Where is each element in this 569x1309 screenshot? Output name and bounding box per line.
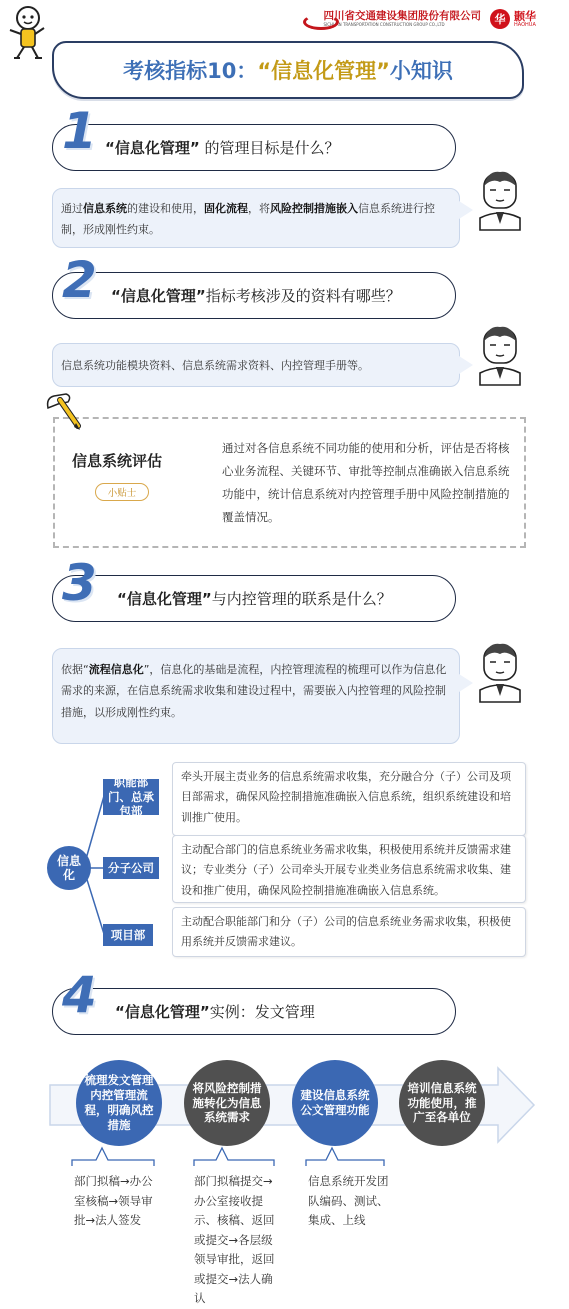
answer-1-bold: 信息系统	[83, 202, 127, 215]
process-step-label: 将风险控制措施转化为信息系统需求	[192, 1080, 262, 1125]
org-desc-text: 主动配合部门的信息系统业务需求收集，积极使用系统并反馈需求建议；专业类分（子）公司牵头开展专业类业务信息系统需求收集、建设和推广使用，确保风险控制措施准确嵌入信息系统。	[181, 843, 511, 897]
mascot-pencil-icon	[4, 4, 48, 62]
page-title	[52, 41, 524, 99]
org-desc-text: 牵头开展主责业务的信息系统需求收集，充分融合分（子）公司及项目部需求，确保风险控制措施准确嵌入信息系统，组织系统建设和培训推广使用。	[181, 770, 511, 824]
company-name-en: SICHUAN TRANSPORTATION CONSTRUCTION GROUP CO.,LTD	[323, 22, 445, 28]
brand-name-cn: 颢华	[514, 9, 536, 23]
org-label-project-dept	[103, 924, 153, 946]
tip-title: 信息系统评估	[72, 452, 163, 470]
title-highlight: “信息化管理”	[257, 59, 390, 83]
question-2-number: 2	[62, 251, 97, 309]
org-hub	[47, 846, 91, 890]
brand-badge-icon: 华	[490, 9, 510, 29]
answer-1-text: 信息系统进行控制，形成刚性约束。	[61, 202, 435, 237]
process-note-2: 部门拟稿提交→办公室接收提示、核稿、返回或提交→各层级领导审批，返回或提交→法人确认	[194, 1174, 275, 1306]
org-label-subsidiaries	[103, 857, 159, 879]
answer-3-text: 依据“	[61, 663, 89, 676]
question-3-text: 与内控管理的联系是什么？	[211, 590, 392, 608]
org-hub-label: 信息化	[56, 853, 81, 882]
answer-3-tail	[459, 674, 473, 692]
answer-2-text: 信息系统功能模块资料、信息系统需求资料、内控管理手册等。	[61, 359, 369, 372]
advisor-avatar-icon	[474, 640, 526, 702]
question-2-box	[52, 272, 456, 319]
answer-1-tail	[459, 201, 473, 219]
brand-name-en: HAOHUA	[514, 21, 536, 28]
question-1-quoted: “信息化管理”	[105, 139, 200, 157]
question-3-box	[52, 575, 456, 622]
company-logo	[303, 8, 481, 30]
org-desc-project-dept	[172, 907, 526, 957]
org-label-text: 职能部门、总承包部	[108, 775, 154, 819]
org-desc-subsidiaries	[172, 835, 526, 903]
advisor-avatar-icon	[474, 168, 526, 230]
org-desc-departments	[172, 762, 526, 836]
company-logo-icon	[303, 12, 320, 26]
tip-badge: 小贴士	[95, 483, 149, 501]
answer-2-tail	[459, 356, 473, 374]
answer-3-box	[52, 648, 460, 744]
title-suffix: 小知识	[389, 59, 453, 83]
answer-3-text: ”，信息化的基础是流程，内控管理流程的梳理可以作为信息化需求的来源，在信息系统需求收集和建设过程中，需要嵌入内控管理的风险控制措施，以形成刚性约束。	[61, 663, 447, 719]
pencil-hand-icon	[44, 388, 84, 432]
answer-1-text: ，将	[248, 202, 270, 215]
process-step-label: 梳理发文管理内控管理流程，明确风控措施	[84, 1073, 154, 1132]
answer-1-bold: 固化流程	[204, 202, 248, 215]
question-4-text: 实例：发文管理	[209, 1003, 315, 1021]
process-step-label: 建设信息系统公文管理功能	[300, 1088, 370, 1117]
process-step-3	[292, 1060, 378, 1146]
answer-1-bold: 风险控制措施嵌入	[270, 202, 358, 215]
process-step-1	[76, 1060, 162, 1146]
brand-logo	[490, 7, 560, 31]
org-desc-text: 主动配合职能部门和分（子）公司的信息系统业务需求收集，积极使用系统并反馈需求建议。	[181, 915, 511, 949]
answer-1-box	[52, 188, 460, 248]
advisor-avatar-icon	[474, 323, 526, 385]
question-2-quoted: “信息化管理”	[111, 287, 206, 305]
process-note-1: 部门拟稿→办公室核稿→领导审批→法人签发	[74, 1174, 153, 1228]
process-step-label: 培训信息系统功能使用，推广至各单位	[407, 1080, 477, 1125]
tip-text: 通过对各信息系统不同功能的使用和分析，评估是否将核心业务流程、关键环节、审批等控制点准确嵌入信息系统功能中，统计信息系统对内控管理手册中风险控制措施的覆盖情况。	[222, 441, 510, 524]
question-3-number: 3	[62, 554, 97, 612]
org-label-text: 分子公司	[108, 860, 154, 875]
question-3-quoted: “信息化管理”	[117, 590, 212, 608]
process-note-3: 信息系统开发团队编码、测试、集成、上线	[308, 1174, 389, 1228]
process-step-4	[399, 1060, 485, 1146]
process-step-2	[184, 1060, 270, 1146]
title-prefix: 考核指标10：	[123, 59, 258, 83]
org-label-text: 项目部	[110, 927, 146, 942]
question-2-text: 指标考核涉及的资料有哪些？	[205, 287, 401, 305]
question-4-box	[52, 988, 456, 1035]
answer-2-box	[52, 343, 460, 387]
note-brackets	[70, 1146, 390, 1170]
question-4-number: 4	[62, 966, 97, 1024]
question-1-box	[52, 124, 456, 171]
question-4-quoted: “信息化管理”	[115, 1003, 210, 1021]
org-label-departments	[103, 775, 159, 819]
answer-3-bold: 流程信息化	[88, 663, 144, 676]
question-1-text: 的管理目标是什么？	[199, 139, 340, 157]
company-name-cn: 四川省交通建设集团股份有限公司	[323, 9, 481, 22]
question-1-number: 1	[62, 102, 97, 160]
answer-1-text: 的建设和使用，	[127, 202, 204, 215]
answer-1-text: 通过	[61, 202, 83, 215]
